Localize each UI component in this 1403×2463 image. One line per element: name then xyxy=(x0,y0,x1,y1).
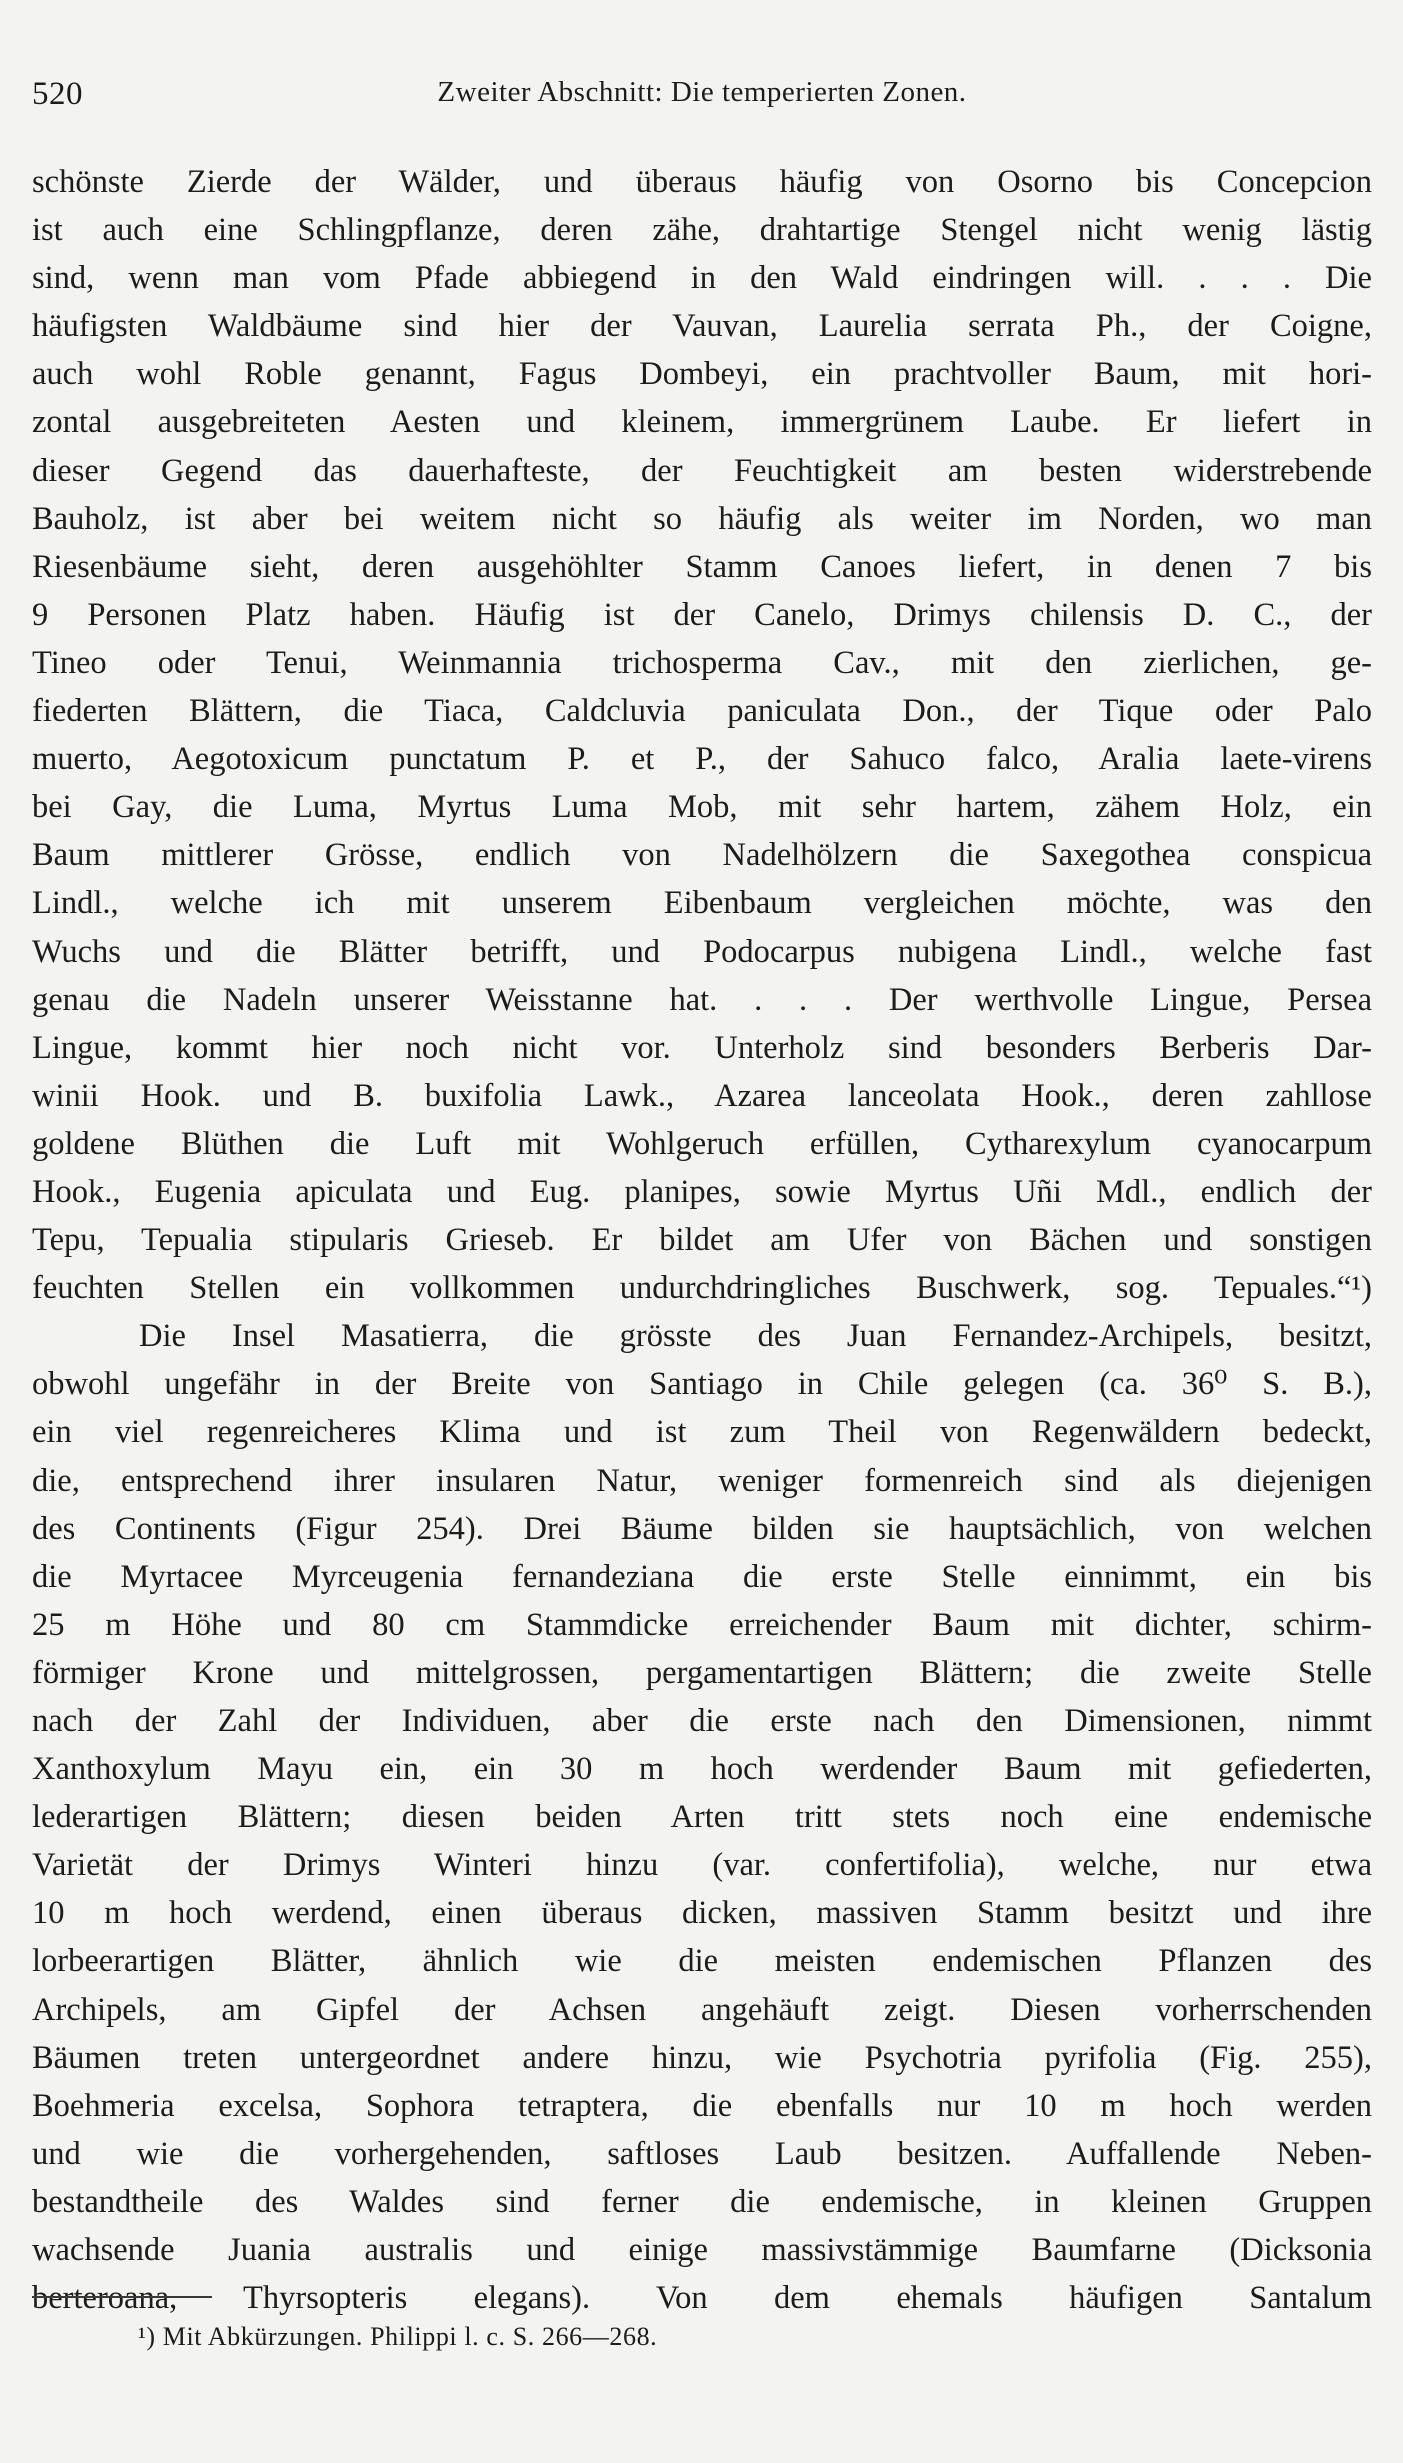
text-line: ein viel regenreicheres Klima und ist zum Theil von Regenwäldern bedeckt, xyxy=(32,1414,1372,1451)
text-line: Hook., Eugenia apiculata und Eug. planipes, sowie Myrtus Uñi Mdl., endlich der xyxy=(32,1173,1372,1210)
text-line: nach der Zahl der Individuen, aber die erste nach den Dimensionen, nimmt xyxy=(32,1703,1372,1739)
text-line: sind, wenn man vom Pfade abbiegend in den Wald eindringen will. . . . Die xyxy=(32,260,1372,297)
text-line: lederartigen Blättern; diesen beiden Arten tritt stets noch eine endemische xyxy=(32,1799,1372,1836)
text-line: bei Gay, die Luma, Myrtus Luma Mob, mit sehr hartem, zähem Holz, ein xyxy=(32,789,1372,826)
body-text xyxy=(32,158,1372,2322)
text-line: schönste Zierde der Wälder, und überaus häufig von Osorno bis Concepcion xyxy=(32,164,1372,200)
text-line: des Continents (Figur 254). Drei Bäume bilden sie hauptsächlich, von welchen xyxy=(32,1510,1372,1547)
text-line: fiederten Blättern, die Tiaca, Caldcluvia paniculata Don., der Tique oder Palo xyxy=(32,693,1372,730)
text-line: Tepu, Tepualia stipularis Grieseb. Er bildet am Ufer von Bächen und sonstigen xyxy=(32,1222,1372,1259)
text-line: und wie die vorhergehenden, saftloses Laub besitzen. Auffallende Neben- xyxy=(32,2135,1372,2172)
chapter-heading: Zweiter Abschnitt: Die temperierten Zonen. xyxy=(437,76,967,108)
text-line: Wuchs und die Blätter betrifft, und Podocarpus nubigena Lindl., welche fast xyxy=(32,933,1372,970)
text-line: Archipels, am Gipfel der Achsen angehäuft zeigt. Diesen vorherrschenden xyxy=(32,1991,1372,2028)
text-line: wachsende Juania australis und einige massivstämmige Baumfarne (Dicksonia xyxy=(32,2232,1372,2269)
text-line: goldene Blüthen die Luft mit Wohlgeruch erfüllen, Cytharexylum cyanocarpum xyxy=(32,1125,1372,1162)
text-line: ist auch eine Schlingpflanze, deren zähe, drahtartige Stengel nicht wenig lästig xyxy=(32,212,1372,249)
text-line: Boehmeria excelsa, Sophora tetraptera, die ebenfalls nur 10 m hoch werden xyxy=(32,2087,1372,2124)
text-line: die Myrtacee Myrceugenia fernandeziana die erste Stelle einnimmt, ein bis xyxy=(32,1558,1372,1595)
text-line: Tineo oder Tenui, Weinmannia trichosperma Cav., mit den zierlichen, ge- xyxy=(32,644,1372,681)
text-line: häufigsten Waldbäume sind hier der Vauvan, Laurelia serrata Ph., der Coigne, xyxy=(32,308,1372,345)
text-line: 9 Personen Platz haben. Häufig ist der Canelo, Drimys chilensis D. C., der xyxy=(32,596,1372,633)
text-line: Riesenbäume sieht, deren ausgehöhlter Stamm Canoes liefert, in denen 7 bis xyxy=(32,548,1372,585)
text-line: Baum mittlerer Grösse, endlich von Nadelhölzern die Saxegothea conspicua xyxy=(32,837,1372,874)
text-line: Lingue, kommt hier noch nicht vor. Unterholz sind besonders Berberis Dar- xyxy=(32,1029,1372,1066)
text-line: die, entsprechend ihrer insularen Natur, weniger formenreich sind als diejenigen xyxy=(32,1462,1372,1499)
text-line: Varietät der Drimys Winteri hinzu (var. confertifolia), welche, nur etwa xyxy=(32,1847,1372,1884)
text-line: bestandtheile des Waldes sind ferner die endemische, in kleinen Gruppen xyxy=(32,2183,1372,2220)
text-line: Bäumen treten untergeordnet andere hinzu, wie Psychotria pyrifolia (Fig. 255), xyxy=(32,2039,1372,2076)
text-line: obwohl ungefähr in der Breite von Santiago in Chile gelegen (ca. 36⁰ S. B.), xyxy=(32,1366,1372,1403)
text-line: lorbeerartigen Blätter, ähnlich wie die meisten endemischen Pflanzen des xyxy=(32,1943,1372,1980)
text-line: genau die Nadeln unserer Weisstanne hat. . . . Der werthvolle Lingue, Persea xyxy=(32,981,1372,1018)
text-line: 25 m Höhe und 80 cm Stammdicke erreichender Baum mit dichter, schirm- xyxy=(32,1606,1372,1643)
text-line: förmiger Krone und mittelgrossen, pergamentartigen Blättern; die zweite Stelle xyxy=(32,1654,1372,1691)
text-line: feuchten Stellen ein vollkommen undurchdringliches Buschwerk, sog. Tepuales.“¹) xyxy=(32,1270,1372,1307)
text-line: Lindl., welche ich mit unserem Eibenbaum vergleichen möchte, was den xyxy=(32,885,1372,922)
text-line: auch wohl Roble genannt, Fagus Dombeyi, ein prachtvoller Baum, mit hori- xyxy=(32,356,1372,393)
text-line: dieser Gegend das dauerhafteste, der Feuchtigkeit am besten widerstrebende xyxy=(32,452,1372,489)
running-head xyxy=(32,72,1372,112)
text-line: zontal ausgebreiteten Aesten und kleinem, immergrünem Laube. Er liefert in xyxy=(32,404,1372,441)
text-line: 10 m hoch werdend, einen überaus dicken, massiven Stamm besitzt und ihre xyxy=(32,1895,1372,1932)
text-line: winii Hook. und B. buxifolia Lawk., Azarea lanceolata Hook., deren zahllose xyxy=(32,1077,1372,1114)
text-line: Xanthoxylum Mayu ein, ein 30 m hoch werdender Baum mit gefiederten, xyxy=(32,1751,1372,1788)
text-line: Bauholz, ist aber bei weitem nicht so häufig als weiter im Norden, wo man xyxy=(32,500,1372,537)
footnote: ¹) Mit Abkürzungen. Philippi l. c. S. 266—268. xyxy=(138,2322,658,2351)
text-line: Die Insel Masatierra, die grösste des Juan Fernandez-Archipels, besitzt, xyxy=(139,1318,1372,1355)
text-line: berteroana, Thyrsopteris elegans). Von dem ehemals häufigen Santalum xyxy=(32,2280,1372,2317)
page-number: 520 xyxy=(32,76,83,112)
book-page xyxy=(32,0,1372,2463)
text-line: muerto, Aegotoxicum punctatum P. et P., der Sahuco falco, Aralia laete-virens xyxy=(32,741,1372,778)
footnote-divider xyxy=(32,2296,212,2298)
